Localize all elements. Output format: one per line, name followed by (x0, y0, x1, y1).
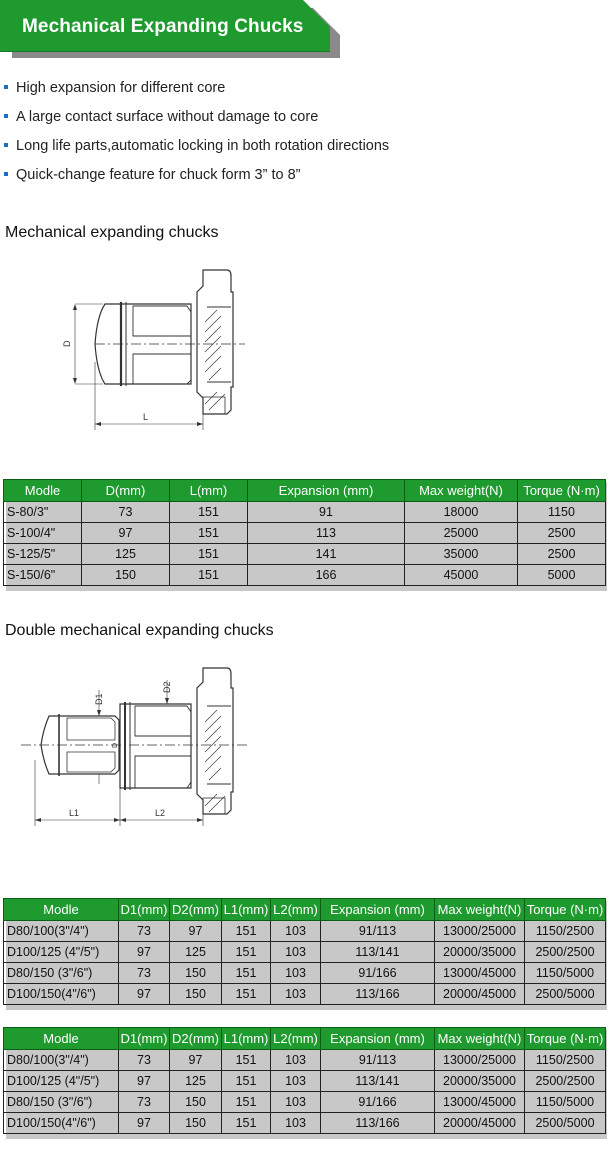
table-header-row (4, 1028, 606, 1050)
table-row (4, 1113, 606, 1134)
col-header: Max weight(N) (435, 1028, 525, 1050)
col-header: D2(mm) (170, 1028, 222, 1050)
table-cell: 91/166 (321, 963, 435, 984)
table-cell: 113/166 (321, 1113, 435, 1134)
table-cell: 13000/25000 (435, 1050, 525, 1071)
dim-label-l2: L2 (155, 808, 166, 818)
bullet-icon (4, 85, 8, 89)
table-cell: 103 (271, 1071, 321, 1092)
col-header: Torque (N·m) (525, 1028, 606, 1050)
table-cell: 73 (119, 1050, 170, 1071)
dim-label-l: L (143, 412, 149, 422)
table-cell: 151 (222, 942, 271, 963)
table-cell: 97 (119, 1113, 170, 1134)
col-header: Max weight(N) (435, 899, 525, 921)
table-row (4, 544, 606, 565)
table-cell: 73 (119, 1092, 170, 1113)
table-cell: 2500 (518, 523, 606, 544)
col-header: L2(mm) (271, 1028, 321, 1050)
table-cell: 20000/45000 (435, 984, 525, 1005)
col-header: Modle (4, 480, 82, 502)
table-cell: 5000 (518, 565, 606, 586)
table-cell: 2500/5000 (525, 984, 606, 1005)
table-cell: 2500 (518, 544, 606, 565)
model-cell: D100/150(4"/6") (4, 984, 119, 1005)
table-row (4, 921, 606, 942)
col-header: L1(mm) (222, 1028, 271, 1050)
table-cell: 103 (271, 921, 321, 942)
table-cell: 1150/5000 (525, 963, 606, 984)
model-cell: D100/125 (4"/5") (4, 1071, 119, 1092)
table-cell: 151 (222, 1092, 271, 1113)
model-cell: S-80/3" (4, 502, 82, 523)
table-cell: 103 (271, 1113, 321, 1134)
table-cell: 13000/25000 (435, 921, 525, 942)
model-cell: S-125/5" (4, 544, 82, 565)
feature-text: Quick-change feature for chuck form 3” to 8” (16, 167, 301, 183)
table-cell: 113/141 (321, 942, 435, 963)
table-cell: 151 (222, 921, 271, 942)
table-cell: 2500/5000 (525, 1113, 606, 1134)
table-cell: 166 (248, 565, 405, 586)
dim-label-l1: L1 (69, 808, 80, 818)
table-cell: 2500/2500 (525, 942, 606, 963)
model-cell: S-150/6" (4, 565, 82, 586)
table-cell: 1150/5000 (525, 1092, 606, 1113)
table-cell: 20000/35000 (435, 942, 525, 963)
table-cell: 13000/45000 (435, 963, 525, 984)
single-chuck-drawing (55, 262, 245, 437)
table-cell: 151 (170, 544, 248, 565)
feature-list (4, 78, 389, 194)
table-row (4, 984, 606, 1005)
model-cell: D80/150 (3"/6") (4, 963, 119, 984)
table-cell: 141 (248, 544, 405, 565)
col-header: D1(mm) (119, 1028, 170, 1050)
col-header: D2(mm) (170, 899, 222, 921)
table-cell: 91/113 (321, 1050, 435, 1071)
table-cell: 97 (170, 1050, 222, 1071)
table-cell: 151 (222, 1071, 271, 1092)
table-cell: 97 (82, 523, 170, 544)
table-row (4, 565, 606, 586)
col-header: Max weight(N) (405, 480, 518, 502)
dim-label-d2: D2 (162, 681, 172, 693)
col-header: L2(mm) (271, 899, 321, 921)
table-cell: 25000 (405, 523, 518, 544)
table-cell: 97 (119, 1071, 170, 1092)
table-cell: 151 (222, 1113, 271, 1134)
table-cell: 103 (271, 1050, 321, 1071)
table-cell: 20000/35000 (435, 1071, 525, 1092)
table-cell: 1150/2500 (525, 1050, 606, 1071)
model-cell: D80/100(3"/4") (4, 921, 119, 942)
section-title-single: Mechanical expanding chucks (5, 224, 219, 241)
table-cell: 113 (248, 523, 405, 544)
table-cell: 45000 (405, 565, 518, 586)
table-cell: 103 (271, 984, 321, 1005)
feature-item (4, 107, 389, 136)
table-header-row (4, 899, 606, 921)
dim-label-d: D (112, 742, 119, 748)
col-header: Expansion (mm) (321, 899, 435, 921)
feature-item (4, 78, 389, 107)
col-header: Torque (N·m) (518, 480, 606, 502)
header-banner (0, 0, 340, 58)
table-cell: 103 (271, 1092, 321, 1113)
table-row (4, 1092, 606, 1113)
table-cell: 97 (170, 921, 222, 942)
table-cell: 91/113 (321, 921, 435, 942)
table-cell: 73 (119, 921, 170, 942)
table-cell: 113/141 (321, 1071, 435, 1092)
table-header-row (4, 480, 606, 502)
col-header: L1(mm) (222, 899, 271, 921)
double-chuck-drawing (15, 660, 255, 830)
table-cell: 151 (222, 1050, 271, 1071)
double-chuck-table-1 (3, 898, 606, 1005)
col-header: Modle (4, 899, 119, 921)
table-cell: 97 (119, 984, 170, 1005)
table-cell: 150 (170, 963, 222, 984)
table-cell: 13000/45000 (435, 1092, 525, 1113)
table-cell: 103 (271, 963, 321, 984)
table-cell: 91/166 (321, 1092, 435, 1113)
page-title: Mechanical Expanding Chucks (22, 16, 304, 37)
table-cell: 151 (222, 963, 271, 984)
feature-item (4, 165, 389, 194)
table-row (4, 942, 606, 963)
table-cell: 18000 (405, 502, 518, 523)
table-cell: 73 (82, 502, 170, 523)
table-cell: 35000 (405, 544, 518, 565)
table-cell: 151 (170, 565, 248, 586)
table-cell: 2500/2500 (525, 1071, 606, 1092)
table-cell: 125 (82, 544, 170, 565)
model-cell: D100/150(4"/6") (4, 1113, 119, 1134)
table-cell: 150 (170, 1092, 222, 1113)
bullet-icon (4, 143, 8, 147)
table-cell: 151 (170, 523, 248, 544)
table-cell: 151 (222, 984, 271, 1005)
table-cell: 1150/2500 (525, 921, 606, 942)
col-header: D(mm) (82, 480, 170, 502)
table-row (4, 963, 606, 984)
feature-item (4, 136, 389, 165)
table-cell: 150 (170, 984, 222, 1005)
table-cell: 113/166 (321, 984, 435, 1005)
table-row (4, 1071, 606, 1092)
table-cell: 91 (248, 502, 405, 523)
table-cell: 1150 (518, 502, 606, 523)
col-header: L(mm) (170, 480, 248, 502)
model-cell: D80/150 (3"/6") (4, 1092, 119, 1113)
bullet-icon (4, 114, 8, 118)
table-row (4, 523, 606, 544)
feature-text: Long life parts,automatic locking in both rotation directions (16, 138, 390, 154)
model-cell: S-100/4" (4, 523, 82, 544)
col-header: Expansion (mm) (248, 480, 405, 502)
table-row (4, 1050, 606, 1071)
col-header: D1(mm) (119, 899, 170, 921)
table-cell: 125 (170, 942, 222, 963)
table-cell: 20000/45000 (435, 1113, 525, 1134)
table-row (4, 502, 606, 523)
table-cell: 125 (170, 1071, 222, 1092)
bullet-icon (4, 172, 8, 176)
table-cell: 97 (119, 942, 170, 963)
dim-label-d1: D1 (94, 693, 104, 705)
col-header: Expansion (mm) (321, 1028, 435, 1050)
table-cell: 150 (82, 565, 170, 586)
feature-text: High expansion for different core (16, 80, 226, 96)
feature-text: A large contact surface without damage to core (16, 109, 319, 125)
model-cell: D100/125 (4"/5") (4, 942, 119, 963)
double-chuck-table-2 (3, 1027, 606, 1134)
table-cell: 151 (170, 502, 248, 523)
col-header: Torque (N·m) (525, 899, 606, 921)
table-cell: 73 (119, 963, 170, 984)
single-chuck-table (3, 479, 606, 586)
section-title-double: Double mechanical expanding chucks (5, 622, 274, 639)
dim-label-d: D (62, 340, 72, 347)
col-header: Modle (4, 1028, 119, 1050)
model-cell: D80/100(3"/4") (4, 1050, 119, 1071)
table-cell: 150 (170, 1113, 222, 1134)
table-cell: 103 (271, 942, 321, 963)
